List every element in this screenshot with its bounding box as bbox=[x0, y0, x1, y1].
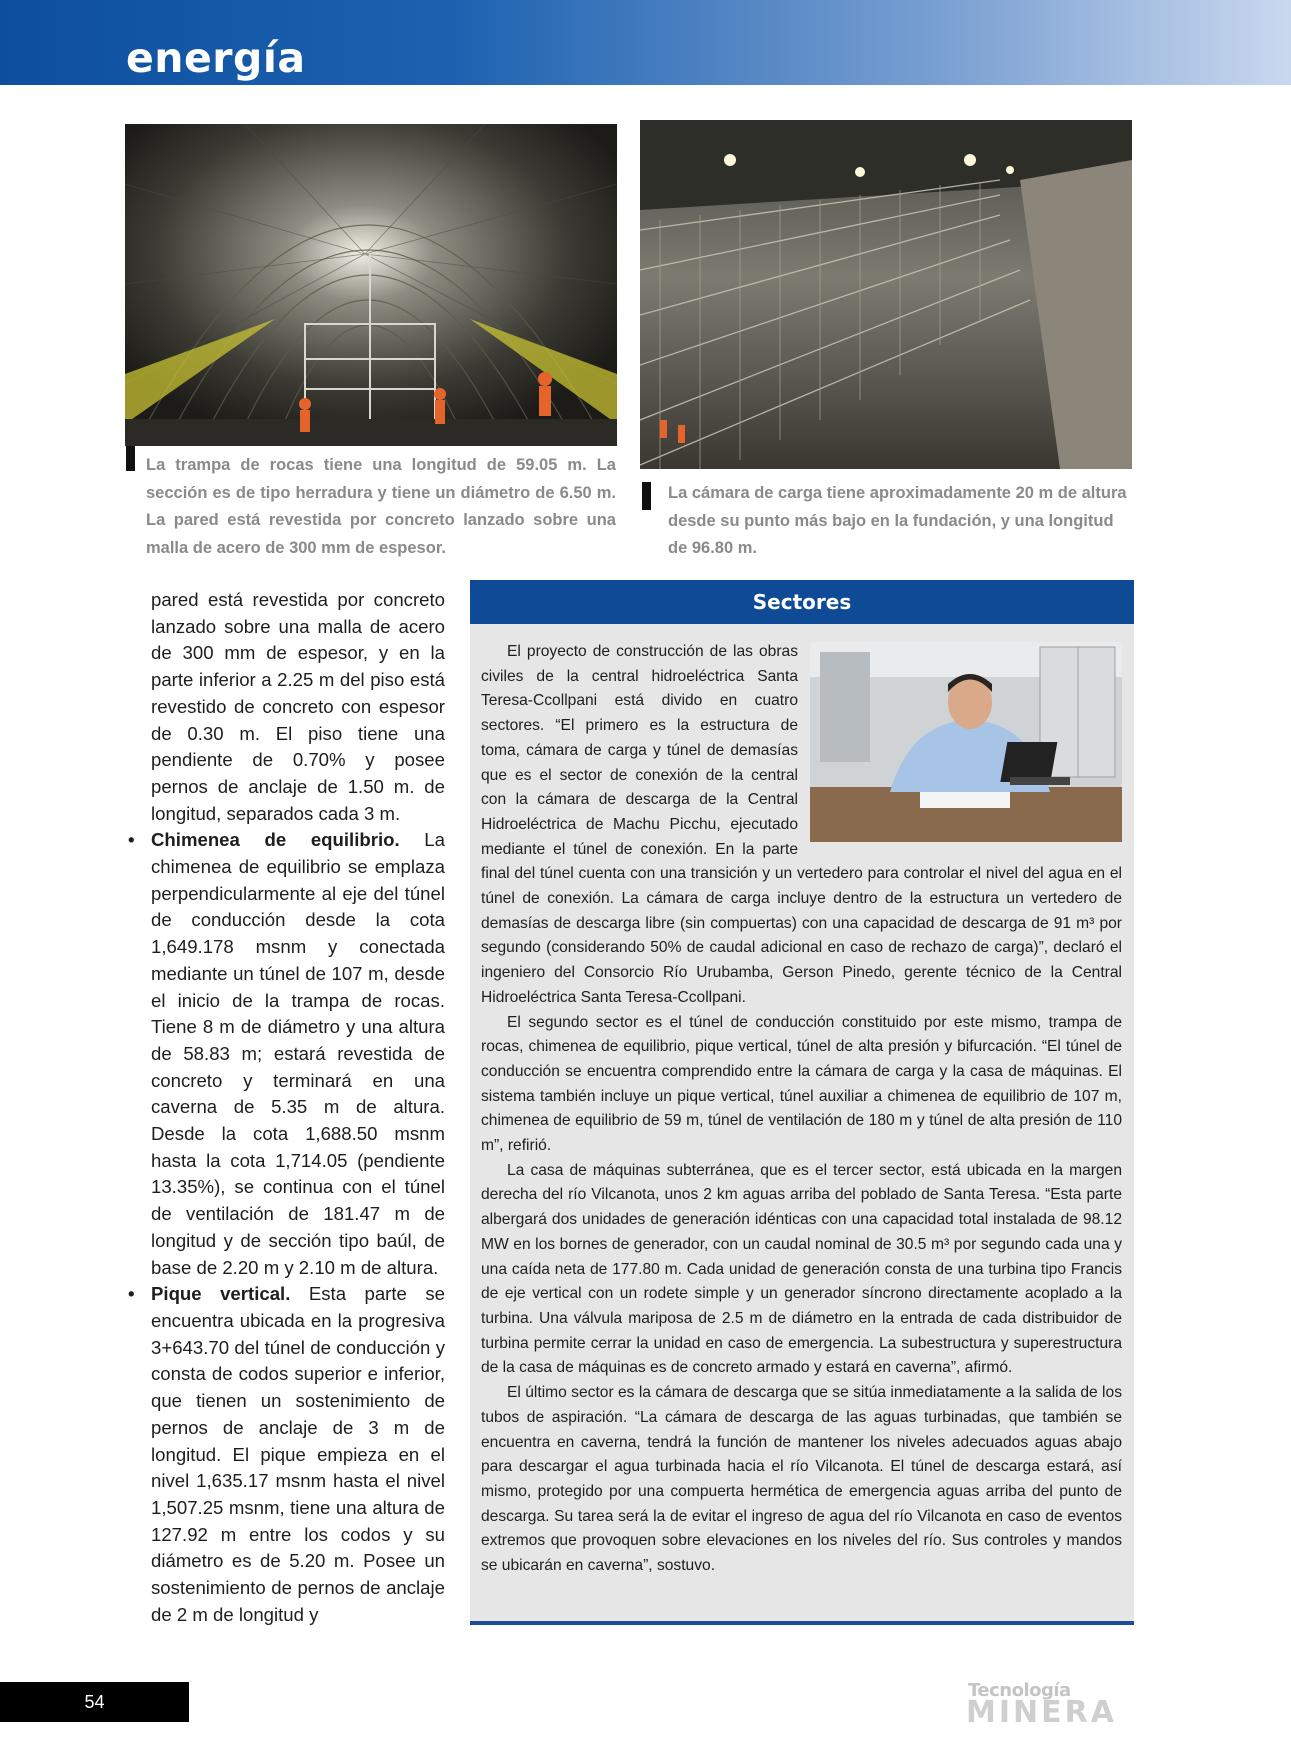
bullet-term: Pique vertical. bbox=[151, 1283, 291, 1305]
box-title: Sectores bbox=[470, 580, 1134, 624]
body-paragraph: pared está revestida por concreto lanzado sobre una malla de acero de 300 mm de espesor, y en la parte inferior a 2.25 m del piso está revestido de concreto con espesor de 0.30 m. El piso tiene una pendiente de 0.70% y posee pernos de anclaje de 1.50 m. de longitud, separados cada 3 m. bbox=[151, 589, 445, 824]
logo-bottom-text: MINERA bbox=[966, 1695, 1117, 1730]
page-number-box bbox=[0, 1682, 189, 1722]
photo-engineer bbox=[810, 642, 1122, 842]
photo-caption: La trampa de rocas tiene una longitud de 59.05 m. La sección es de tipo herradura y tiene un diámetro de 6.50 m. La pared está revestida por concreto lanzado sobre una malla de acero de 300 mm de espesor. bbox=[146, 456, 616, 557]
box-paragraph: El segundo sector es el túnel de conducción constituido por este mismo, trampa de rocas, chimenea de equilibrio, pique vertical, túnel de alta presión y bifurcación. “El túnel de conducción se encuentra comprendido entre la cámara de carga y la casa de máquinas. El sistema también incluye un pique vertical, túnel auxiliar a chimenea de equilibrio de 107 m, chimenea de equilibrio de 59 m, túnel de ventilación de 180 m y túnel de alta presión de 110 m”, refirió. bbox=[481, 1013, 1122, 1155]
box-paragraph: El proyecto de construcción de las obras civiles de la central hidroeléctrica Santa Teresa-Ccollpani está divido en cuatro sectores. “El primero es la estructura de toma, cámara de carga y túnel de demasías que es el sector de conexión de la central con la cámara de descarga de la Central Hidroeléctrica de Machu Picchu, ejecutado mediante el túnel de conexión. En la parte final del túnel cuenta con una transición y un vertedero para controlar el nivel del agua en el túnel de conexión. La cámara de carga incluye dentro de la estructura un vertedero de demasías de descarga libre (sin compuertas) con una capacidad de descarga de 91 m³ por segundo (considerando 50% de caudal adicional en caso de rechazo de carga)”, declaró el ingeniero del Consorcio Río Urubamba, Gerson Pinedo, gerente técnico de la Central Hidroeléctrica Santa Teresa-Ccollpani. bbox=[481, 643, 1122, 1006]
left-column bbox=[126, 587, 445, 1628]
bullet-text: La chimenea de equilibrio se emplaza perpendicularmente al eje del túnel de conducción desde la cota 1,649.178 msnm y conectada mediante un túnel de 107 m, desde el inicio de la trampa de rocas. Tiene 8 m de diámetro y una altura de 58.83 m; estará revestida de concreto y terminará en una caverna de 5.35 m de altura. Desde la cota 1,688.50 msnm hasta la cota 1,714.05 (pendiente 13.35%), se continua con el túnel de ventilación de 181.47 m de longitud y de sección tipo baúl, de base de 2.20 m y 2.10 m de altura. bbox=[151, 829, 445, 1278]
magazine-logo bbox=[960, 1680, 1135, 1730]
bullet-item bbox=[126, 827, 445, 1281]
bullet-item bbox=[126, 1281, 445, 1628]
section-title: energía bbox=[126, 34, 306, 82]
photo-caption: La cámara de carga tiene aproximadamente 20 m de altura desde su punto más bajo en la fundación, y una longitud de 96.80 m. bbox=[668, 484, 1127, 557]
bullet-icon: • bbox=[128, 829, 135, 851]
bullet-term: Chimenea de equilibrio. bbox=[151, 829, 400, 851]
bullet-icon: • bbox=[128, 1283, 135, 1305]
logo-top-text: Tecnología bbox=[968, 1680, 1071, 1701]
page-number: 54 bbox=[84, 1692, 105, 1712]
photo-loading-chamber bbox=[640, 120, 1132, 469]
box-text bbox=[481, 640, 1122, 1579]
caption-marker bbox=[642, 482, 651, 510]
photo-rock-trap bbox=[125, 124, 617, 446]
caption-marker bbox=[126, 446, 135, 471]
bullet-text: Esta parte se encuentra ubicada en la progresiva 3+643.70 del túnel de conducción y consta de codos superior e inferior, que tienen un sostenimiento de pernos de anclaje de 3 m de longitud. El pique empieza en el nivel 1,635.17 msnm hasta el nivel 1,507.25 msnm, tiene una altura de 127.92 m entre los codos y su diámetro es de 5.20 m. Posee un sostenimiento de pernos de anclaje de 2 m de longitud y bbox=[151, 1283, 445, 1625]
sectores-box bbox=[470, 580, 1134, 1625]
box-paragraph: La casa de máquinas subterránea, que es el tercer sector, está ubicada en la margen derecha del río Vilcanota, unos 2 km aguas arriba del poblado de Santa Teresa. “Esta parte albergará dos unidades de generación idénticas con una capacidad total instalada de 98.12 MW en los bornes de generador, con un caudal nominal de 30.5 m³ por segundo cada una y una caída neta de 177.80 m. Cada unidad de generación consta de una turbina tipo Francis de eje vertical con un rodete simple y un generador síncrono directamente acoplado a la turbina. Una válvula mariposa de 2.5 m de diámetro en la entrada de cada distribuidor de turbina permite cerrar la unidad en caso de emergencia. La subestructura y superestructura de la casa de máquinas es de concreto armado y estará en caverna”, afirmó. bbox=[481, 1161, 1122, 1377]
box-paragraph: El último sector es la cámara de descarga que se sitúa inmediatamente a la salida de los tubos de aspiración. “La cámara de descarga de las aguas turbinadas, que también se encuentra en caverna, tendrá la función de mantener los niveles adecuados aguas abajo para descargar el agua turbinada hacia el río Vilcanota. El túnel de descarga estará, así mismo, protegido por una compuerta hermética de emergencia aguas arriba del punto de descarga. Su tarea será la de evitar el ingreso de agua del río Vilcanota en caso de eventos extremos que provoquen sobre elevaciones en los niveles del río. Sus controles y mandos se ubicarán en caverna”, sostuvo. bbox=[481, 1384, 1122, 1575]
